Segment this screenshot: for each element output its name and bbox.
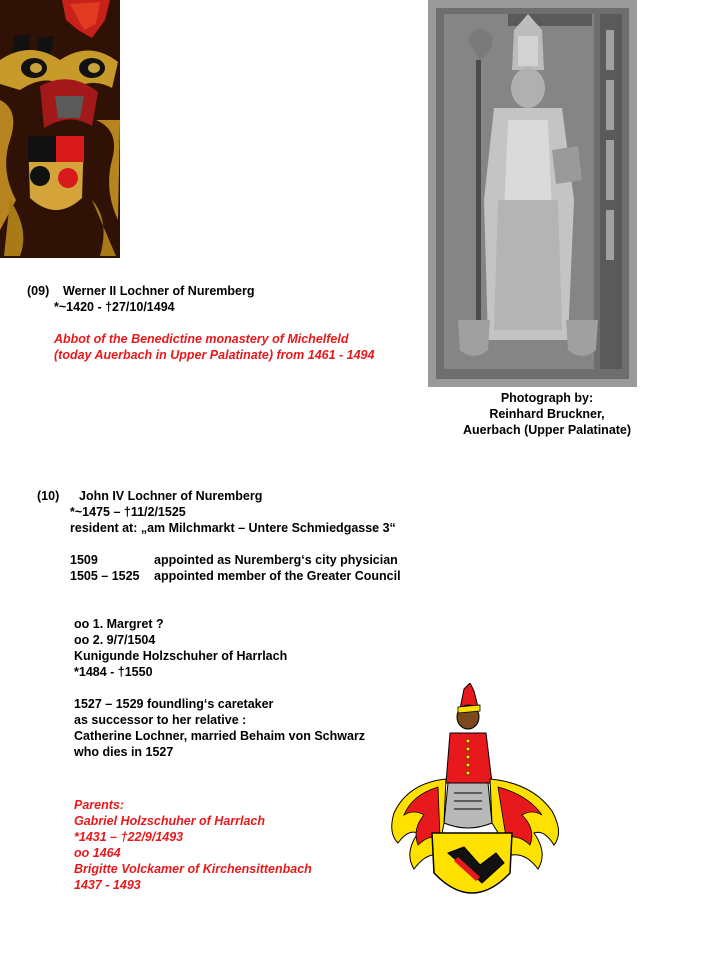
john-resident: resident at: „am Milchmarkt – Untere Schmiedgasse 3“ <box>70 521 396 535</box>
caretaker-line1: 1527 – 1529 foundling‘s caretaker <box>74 697 274 711</box>
john-number: (10) <box>37 489 60 503</box>
photo-credit-line3: Auerbach (Upper Palatinate) <box>462 423 632 437</box>
john-dates: *~1475 – †11/2/1525 <box>70 505 186 519</box>
marriage-first: oo 1. Margret ? <box>74 617 164 631</box>
john-name: John IV Lochner of Nuremberg <box>79 489 263 503</box>
werner-note-line1: Abbot of the Benedictine monastery of Michelfeld <box>54 332 349 346</box>
parents-marriage: oo 1464 <box>74 846 121 860</box>
parents-mother: Brigitte Volckamer of Kirchensittenbach <box>74 862 312 876</box>
caretaker-line4: who dies in 1527 <box>74 745 174 759</box>
holzschuher-crest-emblem <box>388 683 564 903</box>
parents-father: Gabriel Holzschuher of Harrlach <box>74 814 266 828</box>
tombstone-photograph <box>428 0 637 387</box>
caretaker-line3: Catherine Lochner, married Behaim von Schwarz <box>74 729 366 743</box>
werner-number: (09) <box>27 284 50 298</box>
werner-dates: *~1420 - †27/10/1494 <box>54 300 175 314</box>
marriage-second: oo 2. 9/7/1504 <box>74 633 156 647</box>
photo-credit-line2: Reinhard Bruckner, <box>489 407 605 421</box>
caretaker-line2: as successor to her relative : <box>74 713 247 727</box>
parents-heading: Parents: <box>74 798 125 812</box>
parents-mother-dates: 1437 - 1493 <box>74 878 141 892</box>
spouse-name: Kunigunde Holzschuher of Harrlach <box>74 649 288 663</box>
werner-note-line2: (today Auerbach in Upper Palatinate) from 1461 - 1494 <box>54 348 375 362</box>
event-year: 1505 – 1525 <box>70 569 140 583</box>
photo-credit-line1: Photograph by: <box>500 391 594 405</box>
parents-father-dates: *1431 – †22/9/1493 <box>74 830 184 844</box>
event-year: 1509 <box>70 553 98 567</box>
werner-name: Werner II Lochner of Nuremberg <box>63 284 255 298</box>
event-text: appointed as Nuremberg‘s city physician <box>154 553 398 567</box>
event-text: appointed member of the Greater Council <box>154 569 401 583</box>
coat-of-arms-painting <box>0 0 120 258</box>
spouse-dates: *1484 - †1550 <box>74 665 153 679</box>
